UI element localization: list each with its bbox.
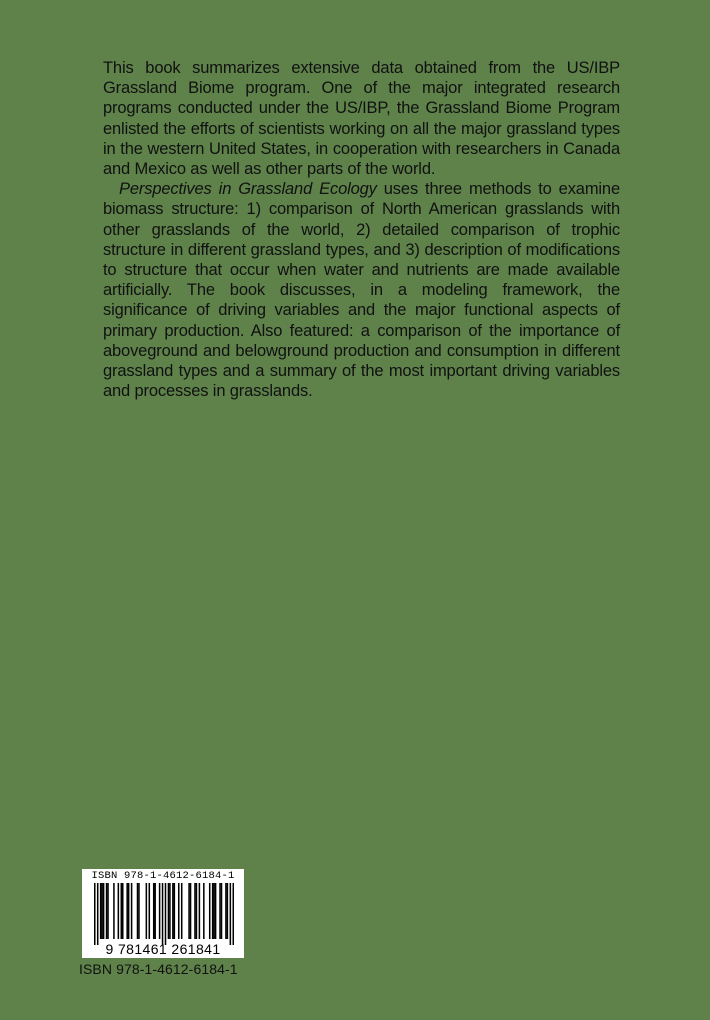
barcode-bar: [194, 883, 196, 939]
back-cover-blurb: [103, 58, 620, 401]
barcode-bar: [174, 883, 176, 939]
barcode-bar: [213, 883, 215, 939]
barcode-bar: [131, 883, 133, 939]
barcode-bar: [181, 883, 183, 939]
barcode-guard-bar: [233, 883, 234, 945]
barcode-bar: [103, 883, 105, 939]
blurb-paragraph-2: [103, 179, 620, 401]
barcode-guard-bar: [165, 883, 167, 945]
blurb-paragraph-1: This book summarizes extensive data obtained from the US/IBP Grassland Biome program. One of the major integrated research programs conducted under the US/IBP, the Grassland Biome Program enlisted the efforts of scientists working on all the major grassland types in the western United States, in cooperation with researchers in Canada and Mexico as well as other parts of the world.: [103, 59, 620, 179]
barcode-bar: [146, 883, 148, 939]
barcode-bar: [149, 883, 151, 939]
barcode-bar: [225, 883, 227, 939]
barcode-bar: [168, 883, 170, 939]
blurb-paragraph-2-text: uses three methods to examine biomass structure: 1) comparison of North American grasslands with other grasslands of the world, 2) detailed comparison of trophic structure in different grassland types, and 3) description of modifications to structure that occur when water and nutrients are made available artificially. The book discusses, in a modeling framework, the significance of driving variables and the major functional aspects of primary production. Also featured: a comparison of the importance of aboveground and belowground production and consumption in different grassland types and a summary of the most important driving variables and processes in grasslands.: [103, 180, 620, 401]
barcode-bar: [172, 883, 174, 939]
barcode-bar: [107, 883, 109, 939]
barcode-bar: [203, 883, 205, 939]
barcode-bar: [219, 883, 221, 939]
barcode-bar: [188, 883, 190, 939]
barcode-guard-bar: [162, 883, 164, 945]
barcode-bar: [153, 883, 155, 939]
barcode-bar: [154, 883, 156, 939]
barcode-bar: [178, 883, 180, 939]
isbn-text: ISBN 978-1-4612-6184-1: [79, 961, 238, 977]
barcode-bar: [190, 883, 192, 939]
barcode-bar: [159, 883, 161, 939]
barcode-bar: [121, 883, 123, 939]
isbn-barcode: [82, 869, 244, 958]
barcode-bar: [169, 883, 171, 939]
barcode-bars: [94, 883, 234, 945]
barcode-bar: [122, 883, 124, 939]
barcode-bar: [113, 883, 115, 939]
barcode-bar: [196, 883, 198, 939]
barcode-bar: [209, 883, 211, 939]
barcode-bar: [126, 883, 128, 939]
barcode-bar: [118, 883, 120, 939]
barcode-bar: [101, 883, 103, 939]
barcode-bar: [221, 883, 223, 939]
barcode-bar: [106, 883, 108, 939]
barcode-guard-bar: [97, 883, 99, 945]
barcode-bar: [138, 883, 140, 939]
barcode-bar: [227, 883, 229, 939]
barcode-bar: [137, 883, 139, 939]
barcode-bar: [215, 883, 217, 939]
barcode-bar: [199, 883, 201, 939]
barcode-isbn-label: ISBN 978-1-4612-6184-1: [91, 870, 235, 882]
barcode-guard-bar: [94, 883, 96, 945]
book-title-italic: Perspectives in Grassland Ecology: [119, 180, 377, 199]
barcode-bar: [212, 883, 214, 939]
barcode-bar: [128, 883, 130, 939]
barcode-bar: [100, 883, 102, 939]
barcode-guard-bar: [230, 883, 232, 945]
barcode-ean-digits: 9 781461 261841: [105, 941, 221, 957]
